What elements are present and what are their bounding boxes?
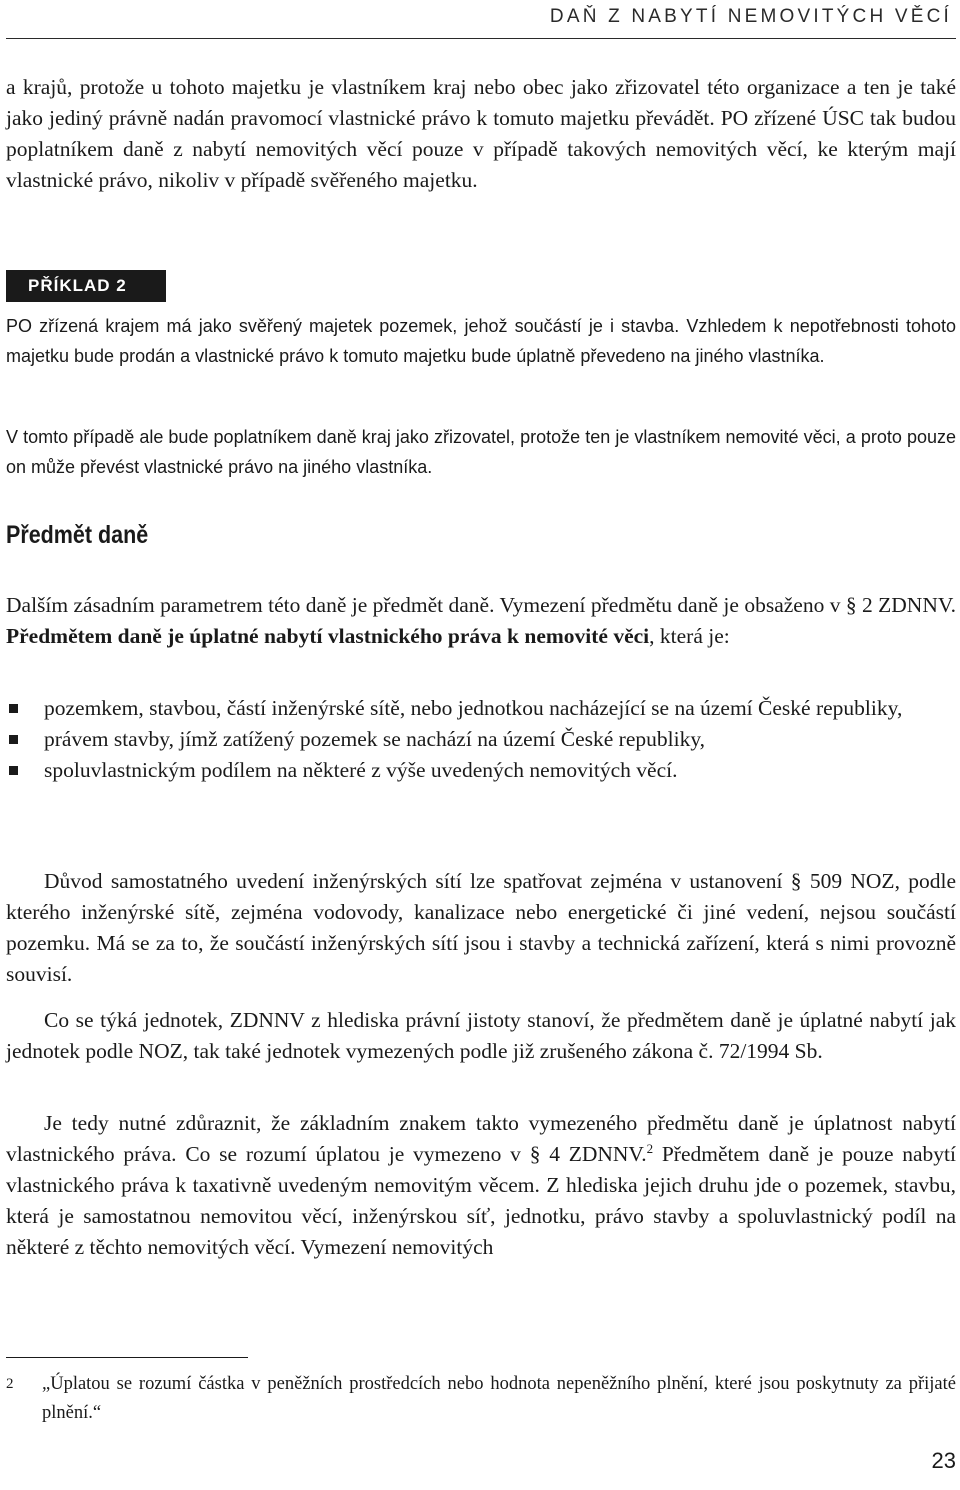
body-paragraph-1: Důvod samostatného uvedení inženýrských sítí lze spatřovat zejména v ustanovení § 509 NOZ, podle kterého inženýrské sítě, zejména vodovody, kanalizace nebo energetické či jiné vedení, nejsou součástí pozemku. Má se za to, že součástí inženýrských sítí jsou i stavby a technická zařízení, která s nimi provozně souvisí. [6, 869, 956, 986]
square-bullet-icon [9, 735, 18, 744]
body-paragraph-3-part1: Je tedy nutné zdůraznit, že základním znakem takto vymezeného předmětu daně je úplatnost nabytí vlastnického práva. Co se rozumí úplatou je vymezeno v § 4 ZDNNV. [6, 1111, 956, 1166]
footnote-rule [6, 1357, 248, 1358]
section-heading: Předmět daně [6, 521, 149, 549]
list-item [6, 693, 956, 724]
example-badge: PŘÍKLAD 2 [6, 270, 166, 302]
subject-lead-bold: Předmětem daně je úplatné nabytí vlastnického práva k nemovité věci [6, 624, 650, 648]
body-paragraph-2: Co se týká jednotek, ZDNNV z hlediska právní jistoty stanoví, že předmětem daně je úplatné nabytí jak jednotek podle NOZ, tak také jednotek vymezených podle již zrušeného zákona č. 72/1994 Sb. [6, 1008, 956, 1063]
subject-paragraph [6, 590, 956, 652]
header-rule [6, 38, 956, 39]
list-item-text: spoluvlastnickým podílem na některé z výše uvedených nemovitých věcí. [44, 758, 678, 782]
footnote-number: 2 [6, 1376, 14, 1392]
page-number: 23 [931, 1448, 956, 1473]
subject-lead-tail: , která je: [649, 624, 730, 648]
example-paragraph-1: PO zřízená krajem má jako svěřený majetek pozemek, jehož součástí je i stavba. Vzhledem k nepotřebnosti tohoto majetku bude prodán a vlastnické právo k tomuto majetku bude úplatně převedeno na jiného vlastníka. [6, 316, 956, 366]
square-bullet-icon [9, 704, 18, 713]
body-paragraph-3 [6, 1108, 956, 1263]
footnote [6, 1370, 956, 1428]
example-paragraph-2: V tomto případě ale bude poplatníkem daně kraj jako zřizovatel, protože ten je vlastníkem nemovité věci, a proto pouze on může převést vlastnické právo na jiného vlastníka. [6, 427, 956, 477]
intro-paragraph: a krajů, protože u tohoto majetku je vlastníkem kraj nebo obec jako zřizovatel této organizace a ten je také jako jediný právně nadán pravomocí vlastnické právo k tomuto majetku převádět. PO zřízené ÚSC tak budou poplatníkem daně z nabytí nemovitých věcí pouze v případě takových nemovitých věcí, ke kterým mají vlastnické právo, nikoliv v případě svěřeného majetku. [6, 75, 956, 192]
square-bullet-icon [9, 766, 18, 775]
running-head: DAŇ Z NABYTÍ NEMOVITÝCH VĚCÍ [549, 6, 952, 27]
body-paragraph-3-part2: Předmětem daně je pouze nabytí vlastnického práva k taxativně uvedeným nemovitým věcem. Z hlediska jejich druhu jde o pozemek, stavbu, která je samostatnou nemovitou věcí, inženýrskou síť, jednotku, právo stavby a spoluvlastnický podíl na některé z těchto nemovitých věcí. Vymezení nemovitých [6, 1142, 957, 1259]
subject-lead-text: Dalším zásadním parametrem této daně je předmět daně. Vymezení předmětu daně je obsaženo v § 2 ZDNNV. [6, 593, 956, 617]
list-item-text: pozemkem, stavbou, částí inženýrské sítě, nebo jednotkou nacházející se na území České republiky, [44, 696, 903, 720]
subject-list [6, 693, 956, 786]
footnote-reference[interactable]: 2 [646, 1141, 654, 1156]
list-item-text: právem stavby, jímž zatížený pozemek se nachází na území České republiky, [44, 727, 706, 751]
document-page [6, 0, 956, 1490]
footnote-text: „Úplatou se rozumí částka v peněžních prostředcích nebo hodnota nepeněžního plnění, které jsou poskytnuty za přijaté plnění.“ [42, 1374, 956, 1423]
list-item [6, 724, 956, 755]
list-item [6, 755, 956, 786]
